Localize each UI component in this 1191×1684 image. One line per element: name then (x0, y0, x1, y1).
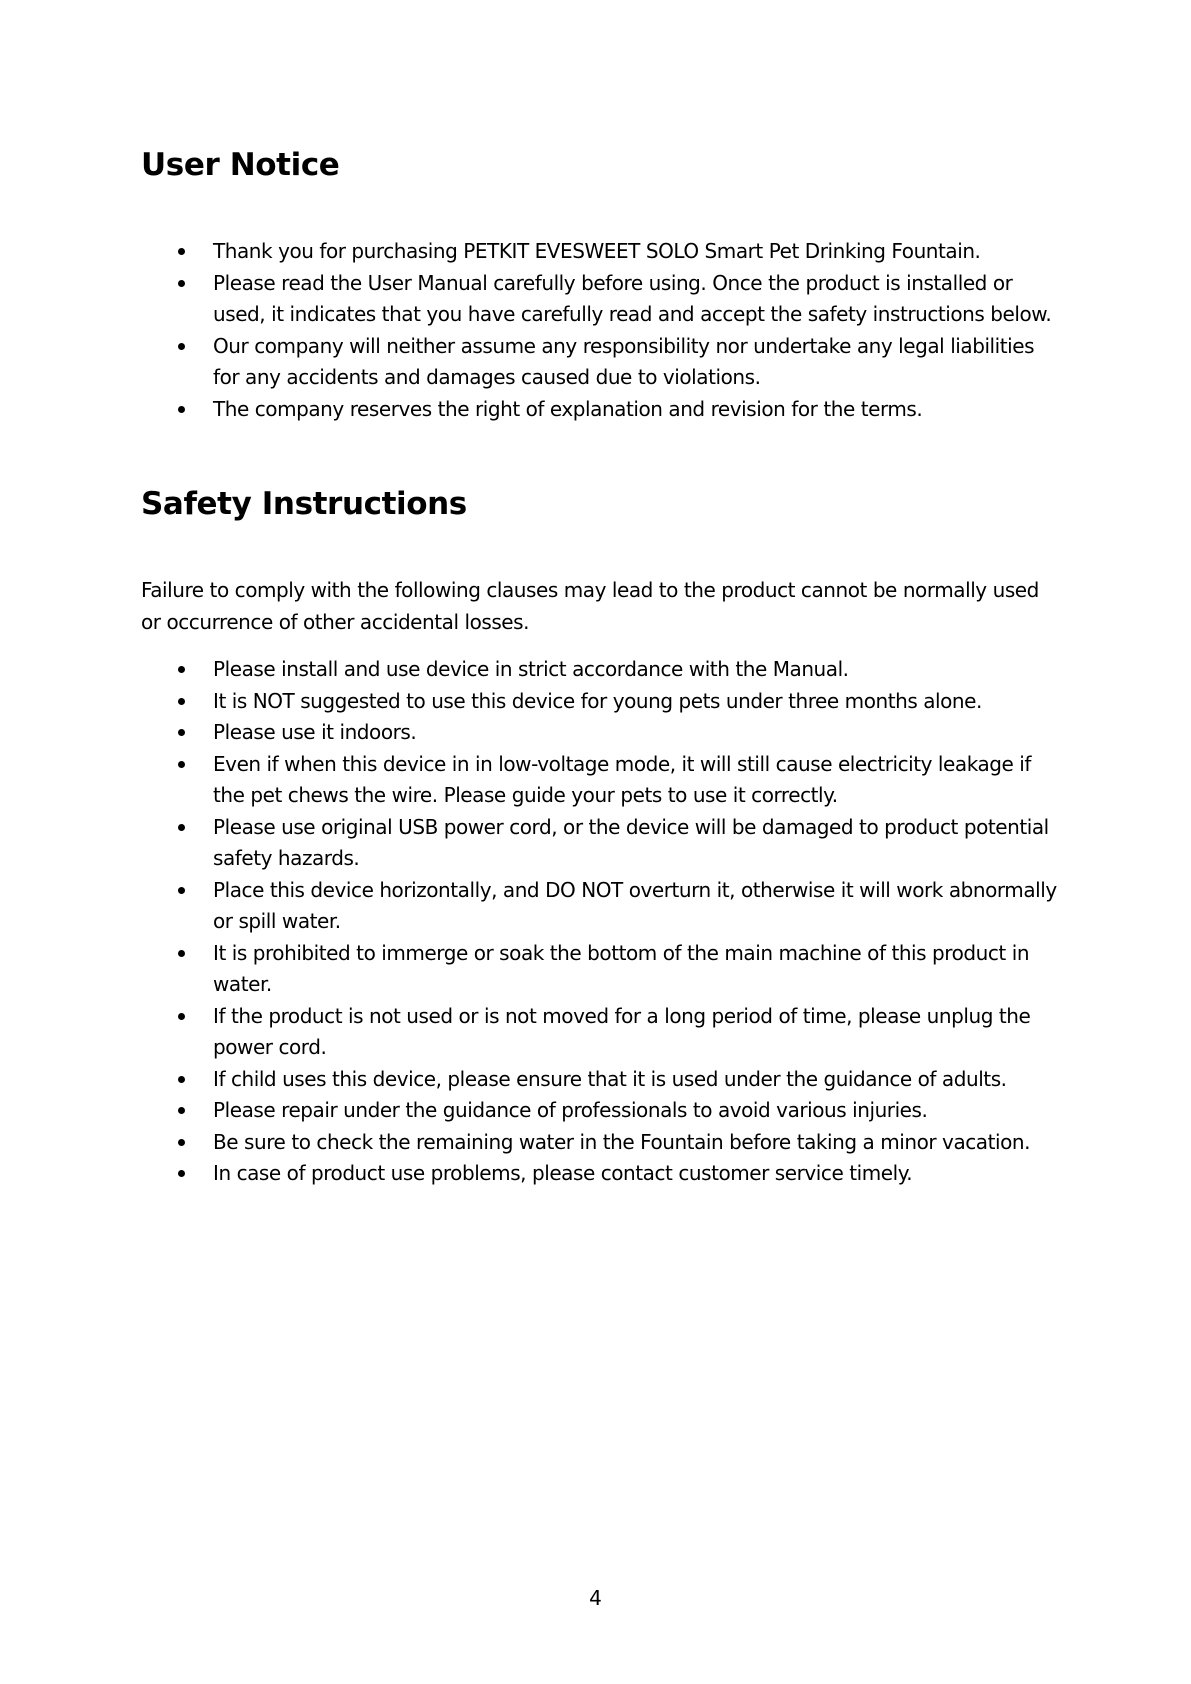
list-item-text: In case of product use problems, please contact customer service timely. (213, 1161, 913, 1185)
list-item (141, 717, 1061, 749)
bullet-icon (178, 1013, 185, 1020)
safety-instructions-heading: Safety Instructions (141, 486, 467, 522)
list-item-text: The company reserves the right of explanation and revision for the terms. (213, 396, 923, 421)
safety-intro-paragraph: Failure to comply with the following clauses may lead to the product cannot be normally used or occurrence of other accidental losses. (141, 578, 1039, 634)
list-item-text: Even if when this device in in low-voltage mode, it will still cause electricity leakage if the pet chews the wire. Please guide your pets to use it correctly. (213, 751, 1031, 807)
list-item-text: It is prohibited to immerge or soak the bottom of the main machine of this product in water. (213, 940, 1030, 996)
list-item-text: It is NOT suggested to use this device for young pets under three months alone. (213, 688, 982, 713)
list-item (141, 938, 1061, 1001)
list-item (141, 875, 1061, 938)
user-notice-list (141, 236, 1061, 425)
bullet-icon (178, 1076, 185, 1083)
bullet-icon (178, 824, 185, 831)
list-item-text: Our company will neither assume any responsibility nor undertake any legal liabilities for any accidents and damages caused due to violations. (213, 333, 1035, 389)
list-item-text: Please repair under the guidance of professionals to avoid various injuries. (213, 1098, 928, 1122)
bullet-icon (178, 280, 185, 287)
list-item (141, 236, 1061, 268)
list-item (141, 654, 1061, 686)
list-item (141, 1064, 1061, 1096)
bullet-icon (178, 406, 185, 413)
list-item-text: Be sure to check the remaining water in the Fountain before taking a minor vacation. (213, 1129, 1031, 1154)
user-notice-heading: User Notice (141, 147, 340, 183)
list-item (141, 812, 1061, 875)
list-item-text: Please use original USB power cord, or the device will be damaged to product potential safety hazards. (213, 814, 1049, 870)
list-item (141, 1001, 1061, 1064)
list-item-text: Please use it indoors. (213, 720, 417, 744)
bullet-icon (178, 950, 185, 957)
list-item (141, 1095, 1061, 1127)
bullet-icon (178, 343, 185, 350)
list-item (141, 268, 1061, 331)
bullet-icon (178, 729, 185, 736)
bullet-icon (178, 1170, 185, 1177)
bullet-icon (178, 1107, 185, 1114)
list-item (141, 1158, 1061, 1190)
bullet-icon (178, 887, 185, 894)
safety-instructions-list (141, 654, 1061, 1190)
list-item-text: If child uses this device, please ensure that it is used under the guidance of adults. (213, 1066, 1007, 1091)
bullet-icon (178, 1139, 185, 1146)
list-item-text: Please install and use device in strict accordance with the Manual. (213, 657, 849, 681)
list-item-text: Place this device horizontally, and DO NOT overturn it, otherwise it will work abnormally or spill water. (213, 877, 1057, 933)
list-item (141, 686, 1061, 718)
bullet-icon (178, 248, 185, 255)
list-item (141, 394, 1061, 426)
list-item-text: If the product is not used or is not moved for a long period of time, please unplug the power cord. (213, 1003, 1031, 1059)
list-item (141, 749, 1061, 812)
bullet-icon (178, 761, 185, 768)
bullet-icon (178, 698, 185, 705)
page-number: 4 (589, 1586, 602, 1610)
bullet-icon (178, 666, 185, 673)
list-item (141, 331, 1061, 394)
list-item-text: Thank you for purchasing PETKIT EVESWEET SOLO Smart Pet Drinking Fountain. (213, 239, 981, 263)
list-item-text: Please read the User Manual carefully before using. Once the product is installed or used, it indicates that you have carefully read and accept the safety instructions below. (213, 270, 1052, 326)
list-item (141, 1127, 1061, 1159)
